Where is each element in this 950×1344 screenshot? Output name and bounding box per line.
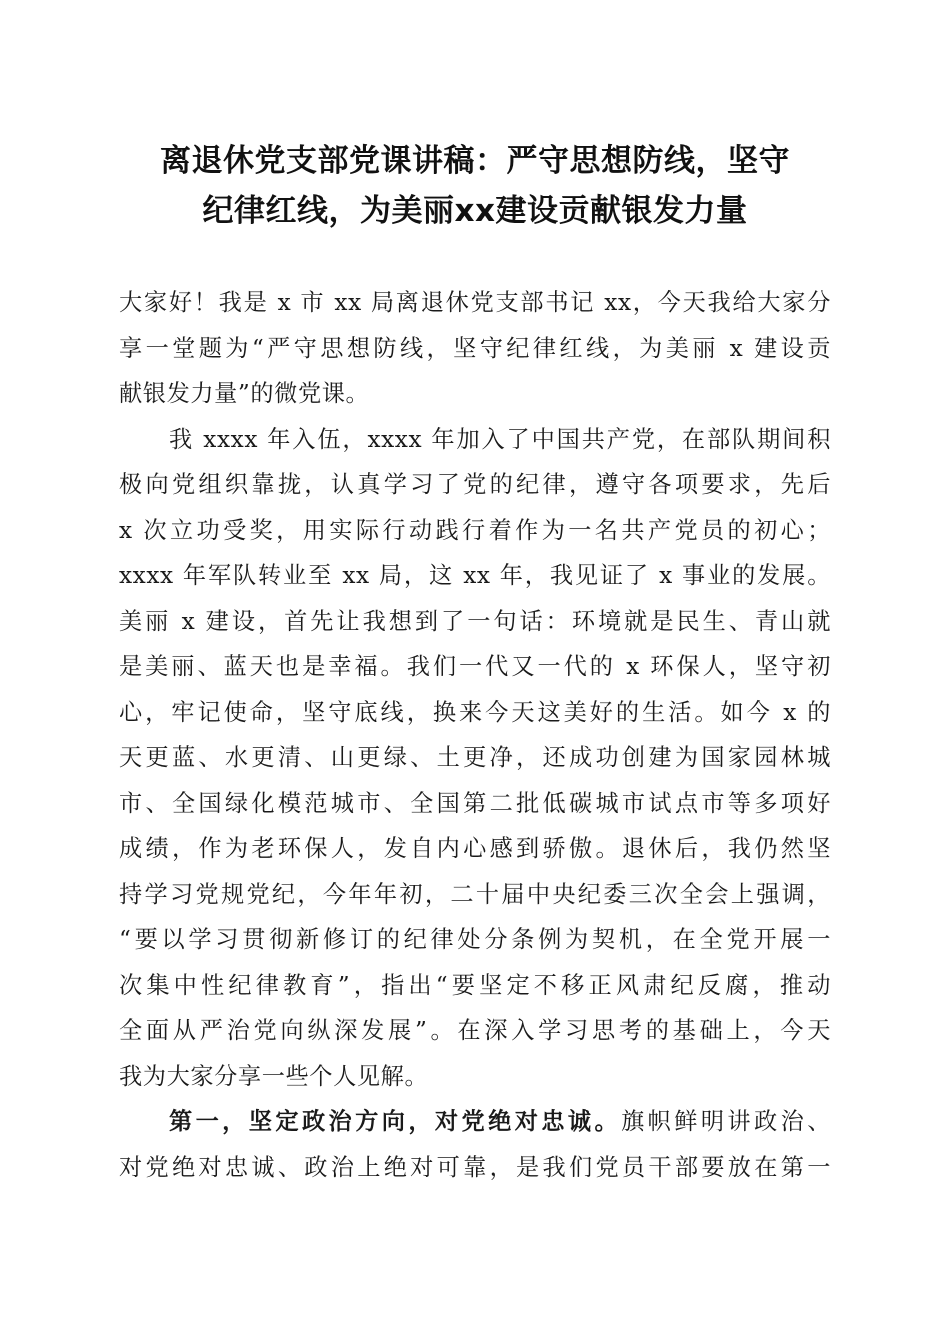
title-line-2: 纪律红线，为美丽xx建设贡献银发力量 <box>202 193 748 229</box>
paragraph-line: 美丽 x 建设，首先让我想到了一句话：环境就是民生、青山就 <box>119 607 831 635</box>
paragraph-line: “要以学习贯彻新修订的纪律处分条例为契机，在全党开展一 <box>119 926 831 953</box>
paragraph-line: 次集中性纪律教育”，指出“要坚定不移正风肃纪反腐，推动 <box>119 971 831 999</box>
document-body <box>119 280 831 1190</box>
paragraph-greeting <box>119 280 831 417</box>
paragraph-line: 我 xxxx 年入伍，xxxx 年加入了中国共产党，在部队期间积 <box>169 425 831 453</box>
paragraph-line: 心，牢记使命，坚守底线，换来今天这美好的生活。如今 x 的 <box>119 698 831 726</box>
paragraph-line: 享一堂题为“严守思想防线，坚守纪律红线，为美丽 x 建设贡 <box>119 334 831 362</box>
paragraph-line: xxxx 年军队转业至 xx 局，这 xx 年，我见证了 x 事业的发展。 <box>119 562 831 589</box>
paragraph-line: x 次立功受奖，用实际行动践行着作为一名共产党员的初心； <box>119 516 831 544</box>
paragraph-line: 成绩，作为老环保人，发自内心感到骄傲。退休后，我仍然坚 <box>119 835 831 862</box>
paragraph-experience <box>119 417 831 1100</box>
paragraph-line: 是美丽、蓝天也是幸福。我们一代又一代的 x 环保人，坚守初 <box>119 653 831 680</box>
document-title <box>100 136 850 236</box>
paragraph-line: 极向党组织靠拢，认真学习了党的纪律，遵守各项要求，先后 <box>119 471 831 498</box>
paragraph-line <box>119 1099 831 1145</box>
paragraph-line: 献银发力量”的微党课。 <box>119 380 370 407</box>
paragraph-line: 市、全国绿化模范城市、全国第二批低碳城市试点市等多项好 <box>119 789 831 817</box>
paragraph-point-one <box>119 1099 831 1190</box>
paragraph-line: 我为大家分享一些个人见解。 <box>119 1062 429 1090</box>
title-line-1: 离退休党支部党课讲稿：严守思想防线，坚守 <box>160 143 790 179</box>
paragraph-line: 持学习党规党纪，今年年初，二十届中央纪委三次全会上强调， <box>119 880 831 908</box>
paragraph-line: 天更蓝、水更清、山更绿、土更净，还成功创建为国家园林城 <box>119 744 831 771</box>
paragraph-line: 全面从严治党向纵深发展”。在深入学习思考的基础上，今天 <box>119 1017 831 1044</box>
paragraph-line: 大家好！我是 x 市 xx 局离退休党支部书记 xx，今天我给大家分 <box>119 289 831 316</box>
point-text: 旗帜鲜明讲政治、 <box>621 1108 831 1135</box>
point-heading: 第一，坚定政治方向，对党绝对忠诚。 <box>169 1108 622 1135</box>
paragraph-line: 对党绝对忠诚、政治上绝对可靠，是我们党员干部要放在第一 <box>119 1153 831 1181</box>
